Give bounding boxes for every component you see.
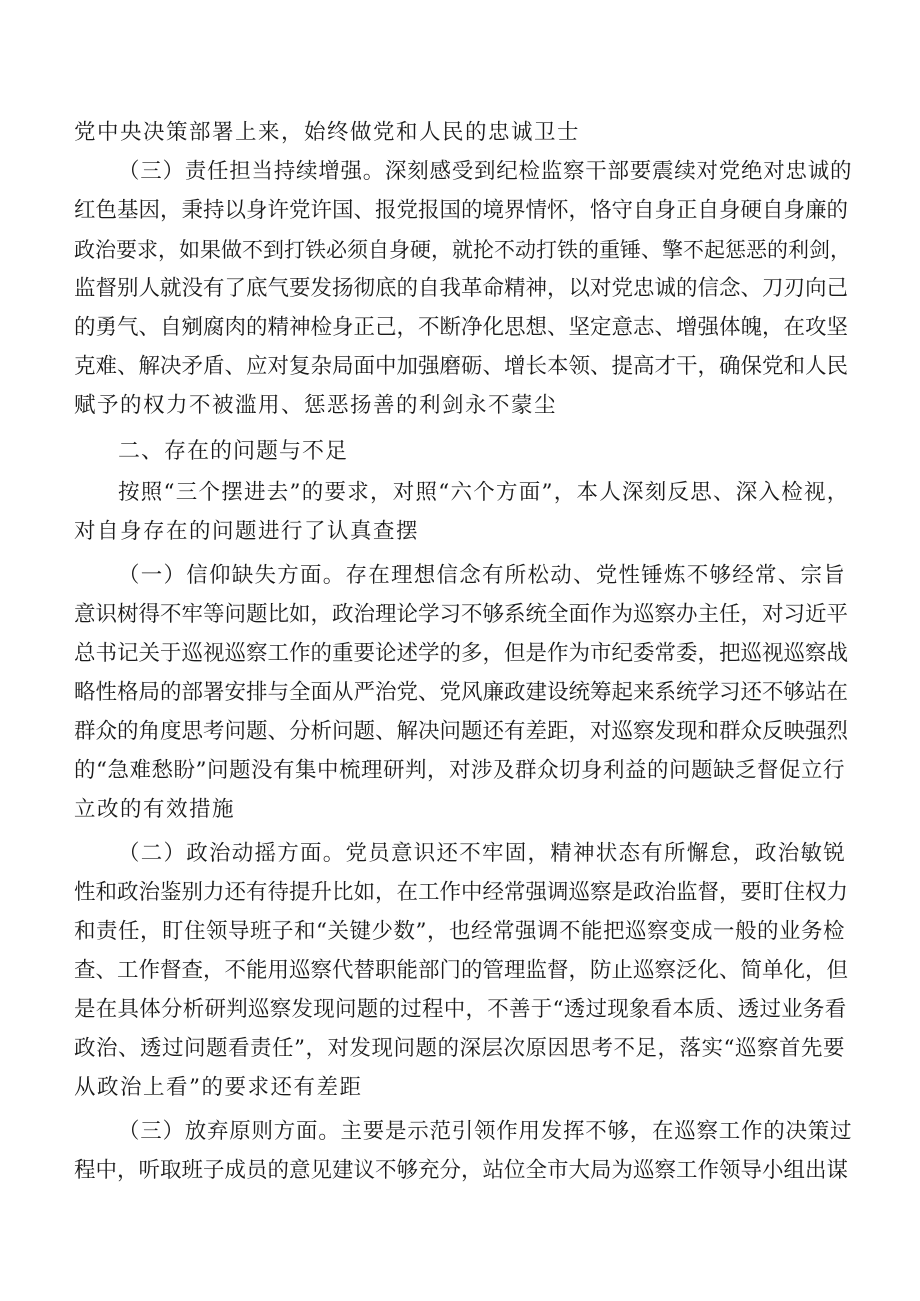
text-line: 总书记关于巡视巡察工作的重要论述学的多，但是作为市纪委常委，把巡视巡察战 <box>74 641 849 666</box>
text-line: 对自身存在的问题进行了认真查摆 <box>74 519 420 544</box>
text-line: （三）责任担当持续增强。深刻感受到纪检监察干部要震续对党绝对忠诚的 <box>118 159 853 184</box>
text-line: 监督别人就没有了底气要发扬彻底的自我革命精神，以对党忠诚的信念、刀刃向己 <box>74 276 849 301</box>
text-line: 赋予的权力不被滥用、惩恶扬善的利剑永不蒙尘 <box>74 393 558 418</box>
text-line: 的勇气、自剜腐肉的精神检身正己，不断净化思想、坚定意志、增强体魄，在攻坚 <box>74 315 849 340</box>
text-line: 政治、透过问题看责任”，对发现问题的深层次原因思考不足，落实“巡察首先要 <box>74 1036 845 1061</box>
text-line: 程中，听取班子成员的意见建议不够充分，站位全市大局为巡察工作领导小组出谋 <box>74 1158 849 1183</box>
text-line: 克难、解决矛盾、应对复杂局面中加强磨砺、增长本领、提高才干，确保党和人民 <box>74 354 849 379</box>
text-line: 略性格局的部署安排与全面从严治党、党风廉政建设统筹起来系统学习还不够站在 <box>74 680 849 705</box>
text-line: 红色基因，秉持以身许党许国、报党报国的境界情怀，恪守自身正自身硬自身廉的 <box>74 198 849 223</box>
text-line: 政治要求，如果做不到打铁必须自身硬，就抡不动打铁的重锤、擎不起惩恶的利剑， <box>74 238 851 262</box>
text-line: 群众的角度思考问题、分析问题、解决问题还有差距，对巡察发现和群众反映强烈 <box>74 719 849 744</box>
text-line: （一）信仰缺失方面。存在理想信念有所松动、党性锤炼不够经常、宗旨 <box>118 563 847 588</box>
text-line: 是在具体分析研判巡察发现问题的过程中，不善于“透过现象看本质、透过业务看 <box>74 997 847 1022</box>
text-line: 查、工作督查，不能用巡察代替职能部门的管理监督，防止巡察泛化、简单化，但 <box>74 958 849 983</box>
text-line: 党中央决策部署上来，始终做党和人民的忠诚卫士 <box>74 120 581 145</box>
text-line: 意识树得不牢等问题比如，政治理论学习不够系统全面作为巡察办主任，对习近平 <box>74 602 849 627</box>
text-line: 立改的有效措施 <box>74 797 236 822</box>
text-line: 按照“三个摆进去”的要求，对照“六个方面”，本人深刻反思、深入检视， <box>118 480 850 505</box>
text-line: 性和政治鉴别力还有待提升比如，在工作中经常强调巡察是政治监督，要盯住权力 <box>74 880 849 905</box>
text-line: 的“急难愁盼”问题没有集中梳理研判，对涉及群众切身利益的问题缺乏督促立行 <box>74 758 845 783</box>
section-heading: 二、存在的问题与不足 <box>118 439 349 464</box>
text-line: 从政治上看”的要求还有差距 <box>74 1075 363 1100</box>
text-line: （三）放弃原则方面。主要是示范引领作用发挥不够，在巡察工作的决策过 <box>118 1119 853 1144</box>
text-line: （二）政治动摇方面。党员意识还不牢固，精神状态有所懈怠，政治敏锐 <box>118 841 847 866</box>
text-line: 和责任，盯住领导班子和“关键少数”，也经常强调不能把巡察变成一般的业务检 <box>74 919 845 944</box>
